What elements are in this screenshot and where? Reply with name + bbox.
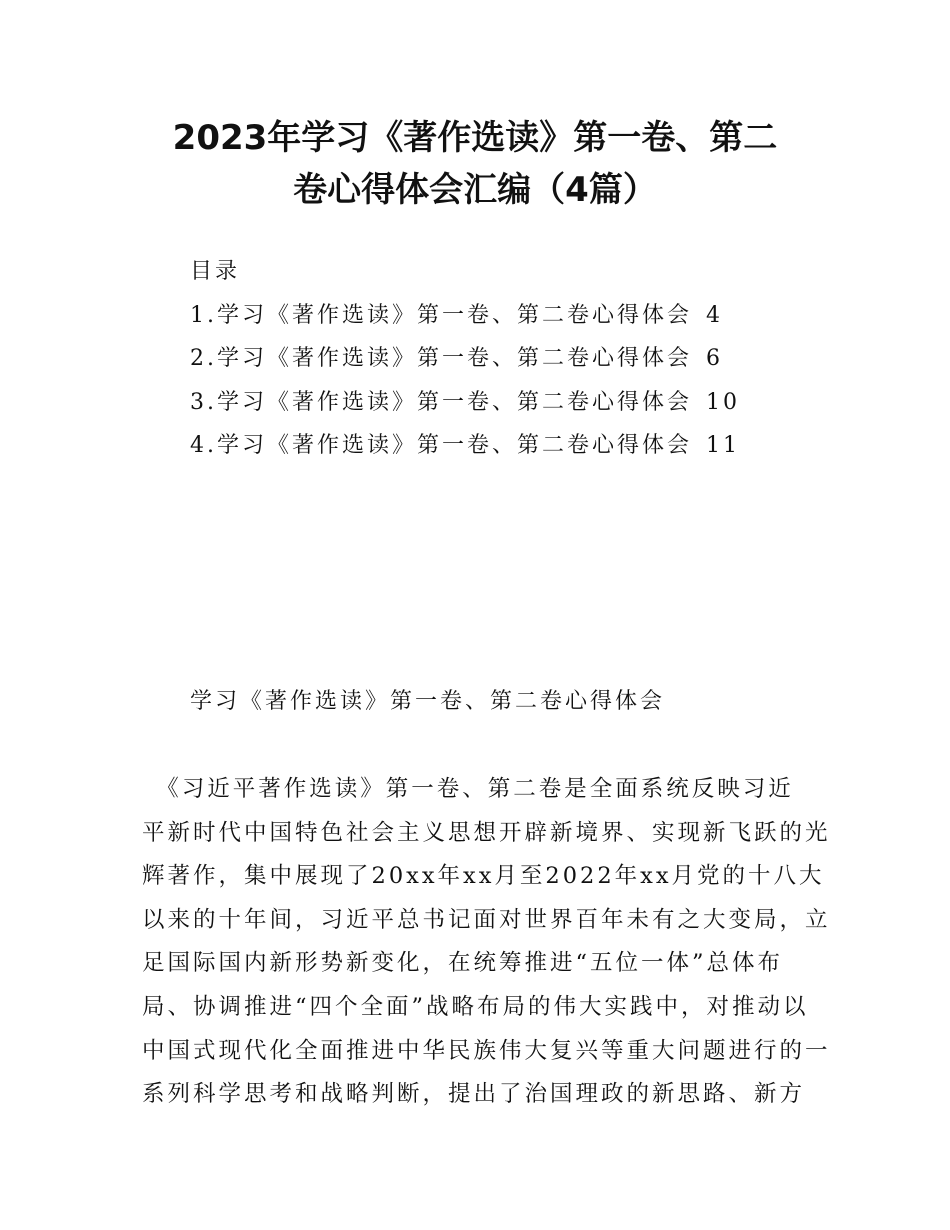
toc-item-page: 6 [706,346,723,371]
toc-item[interactable] [190,294,740,338]
toc-item-page: 4 [706,302,723,328]
title-line-2: 卷心得体会汇编（4篇） [293,170,657,210]
body-line: 以来的十年间，习近平总书记面对世界百年未有之大变局，立 [142,906,831,933]
body-line: 中国式现代化全面推进中华民族伟大复兴等重大问题进行的一 [142,1037,831,1064]
body-line: 平新时代中国特色社会主义思想开辟新境界、实现新飞跃的光 [142,819,831,846]
toc-item-text: 4.学习《著作选读》第一卷、第二卷心得体会 [190,433,692,458]
toc-item-page: 10 [706,389,740,415]
body-line: 系列科学思考和战略判断，提出了治国理政的新思路、新方 [142,1081,806,1108]
toc-item[interactable] [190,424,740,468]
table-of-contents [190,250,740,468]
toc-item[interactable] [190,337,740,381]
body-paragraph [142,768,831,1117]
body-line: 局、协调推进“四个全面”战略布局的伟大实践中，对推动以 [142,993,809,1020]
toc-item-page: 11 [706,433,740,458]
body-line: 辉著作，集中展现了20xx年xx月至2022年xx月党的十八大 [142,863,825,890]
section-heading: 学习《著作选读》第一卷、第二卷心得体会 [190,689,666,714]
toc-label: 目录 [190,259,241,284]
body-line: 足国际国内新形势新变化，在统筹推进“五位一体”总体布 [142,950,784,977]
toc-item[interactable] [190,381,740,425]
toc-item-text: 2.学习《著作选读》第一卷、第二卷心得体会 [190,346,692,371]
body-line: 《习近平著作选读》第一卷、第二卷是全面系统反映习近 [142,776,794,802]
document-title [140,112,810,216]
toc-item-text: 3.学习《著作选读》第一卷、第二卷心得体会 [190,389,692,415]
toc-item-text: 1.学习《著作选读》第一卷、第二卷心得体会 [190,302,692,328]
title-line-1: 2023年学习《著作选读》第一卷、第二 [172,118,778,158]
